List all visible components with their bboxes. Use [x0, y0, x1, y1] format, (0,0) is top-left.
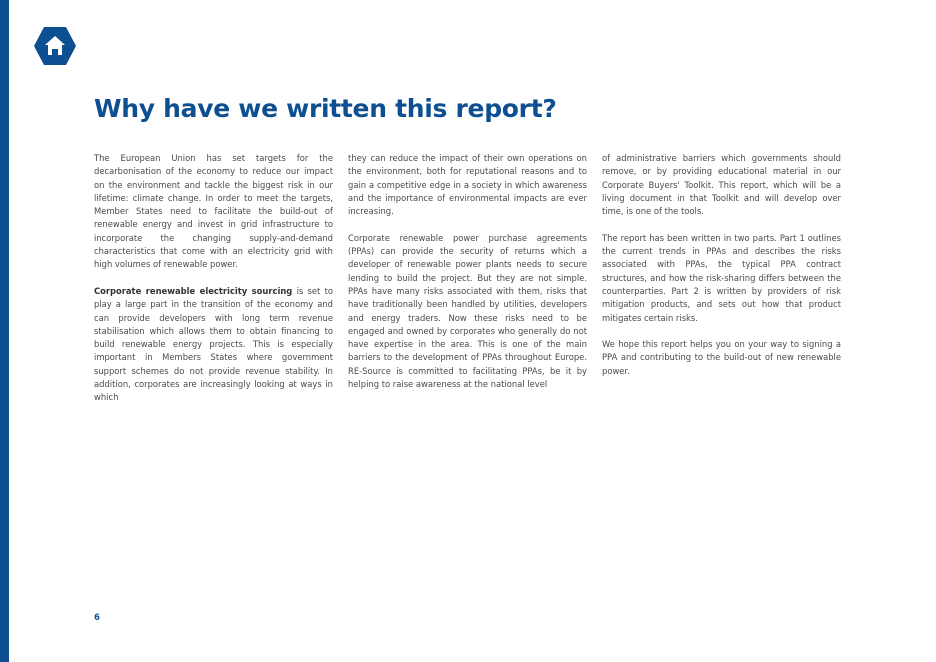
paragraph-text: The European Union has set targets for the decarbonisation of the economy to reduce our impact on the environment and tackle the biggest risk in our lifetime: climate change. In order to meet the targets, Member States need to facilitate the build-out of renewable energy and invest in grid infrastructure to incorporate the changing supply-and-demand characteristics that come with an electricity grid with high volumes of renewable power.	[94, 153, 333, 270]
paragraph-text: they can reduce the impact of their own operations on the environment, both for reputational reasons and to gain a competitive edge in a society in which awareness and the importance of environmental impacts are ever increasing.	[348, 153, 587, 217]
page-title: Why have we written this report?	[94, 94, 557, 123]
home-icon	[33, 26, 77, 66]
text-column-3	[602, 152, 841, 391]
paragraph-text: of administrative barriers which governments should remove, or by providing educational material in our Corporate Buyers' Toolkit. This report, which will be a living document in that Toolkit and will develop over time, is one of the tools.	[602, 153, 841, 217]
text-column-2	[348, 152, 587, 405]
paragraph	[348, 152, 587, 218]
side-accent-bar	[0, 0, 9, 662]
paragraph-lead: Corporate renewable electricity sourcing	[94, 285, 293, 296]
paragraph-text: Corporate renewable power purchase agreements (PPAs) can provide the security of returns which a developer of renewable power plants needs to secure lending to build the project. But they are not simple. PPAs have many risks associated with them, risks that have traditionally been handled by utilities, developers and energy traders. Now these risks need to be engaged and owned by corporates who generally do not have expertise in the area. This is one of the main barriers to the development of PPAs throughout Europe. RE-Source is committed to facilitating PPAs, be it by helping to raise awareness at the national level	[348, 232, 587, 390]
paragraph-text: The report has been written in two parts. Part 1 outlines the current trends in PPAs and describes the risks associated with PPAs, the typical PPA contract structures, and how the risk-sharing differs between the counterparties. Part 2 is written by providers of risk mitigation products, and sets out how that product mitigates certain risks.	[602, 232, 841, 323]
text-column-1	[94, 152, 333, 418]
paragraph	[602, 338, 841, 378]
paragraph	[602, 232, 841, 325]
home-button[interactable]	[33, 26, 77, 66]
page-number: 6	[94, 613, 100, 623]
paragraph	[94, 152, 333, 272]
paragraph	[94, 285, 333, 405]
paragraph-text: is set to play a large part in the transition of the economy and can provide developers with long term revenue stabilisation which allows them to obtain financing to build renewable energy projects. This is especially important in Members States where government support schemes do not provide revenue stability. In addition, corporates are increasingly looking at ways in which	[94, 285, 333, 403]
paragraph-text: We hope this report helps you on your way to signing a PPA and contributing to the build-out of new renewable power.	[602, 339, 841, 376]
paragraph	[602, 152, 841, 218]
paragraph	[348, 232, 587, 392]
